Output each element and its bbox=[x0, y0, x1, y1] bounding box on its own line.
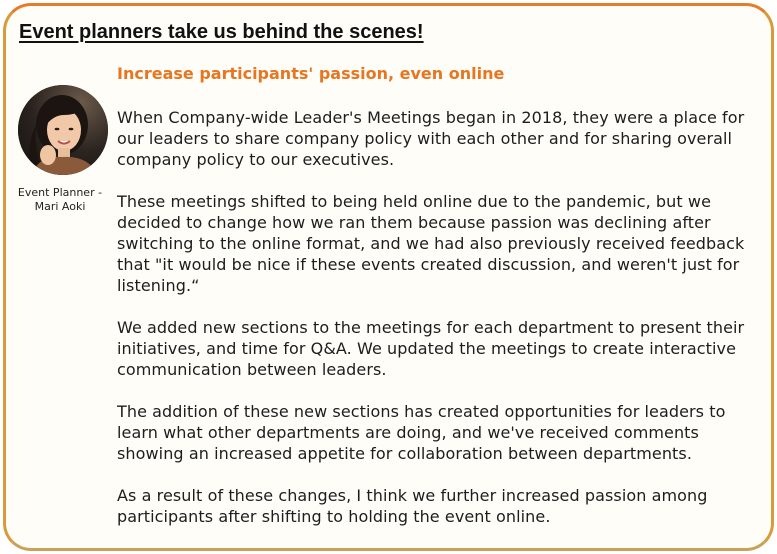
paragraph: These meetings shifted to being held online due to the pandemic, but we decided to change how we ran them because passion was declining after switching to the online format, and we had also previously received feedback that "it would be nice if these events created discussion, and weren't just for listening.“ bbox=[117, 192, 745, 295]
caption-role: Event Planner - bbox=[17, 186, 103, 199]
avatar bbox=[18, 85, 108, 175]
paragraph: The addition of these new sections has created opportunities for leaders to learn what other departments are doing, and we've received comments showing an increased appetite for collaboration between departments. bbox=[117, 402, 726, 463]
caption-person-name: Mari Aoki bbox=[34, 200, 86, 213]
section-heading: Increase participants' passion, even online bbox=[117, 64, 505, 83]
paragraph: When Company-wide Leader's Meetings began in 2018, they were a place for our leaders to share company policy with each other and for sharing overall company policy to our executives. bbox=[117, 108, 745, 169]
portrait-image bbox=[18, 85, 108, 175]
page-title: Event planners take us behind the scenes! bbox=[19, 21, 424, 43]
paragraph: We added new sections to the meetings for each department to present their initiatives, and time for Q&A. We updated the meetings to create interactive communication between leaders. bbox=[117, 318, 745, 379]
avatar-caption bbox=[8, 186, 112, 214]
paragraph: As a result of these changes, I think we further increased passion among participants after shifting to holding the event online. bbox=[117, 486, 708, 526]
article-body bbox=[117, 107, 763, 548]
